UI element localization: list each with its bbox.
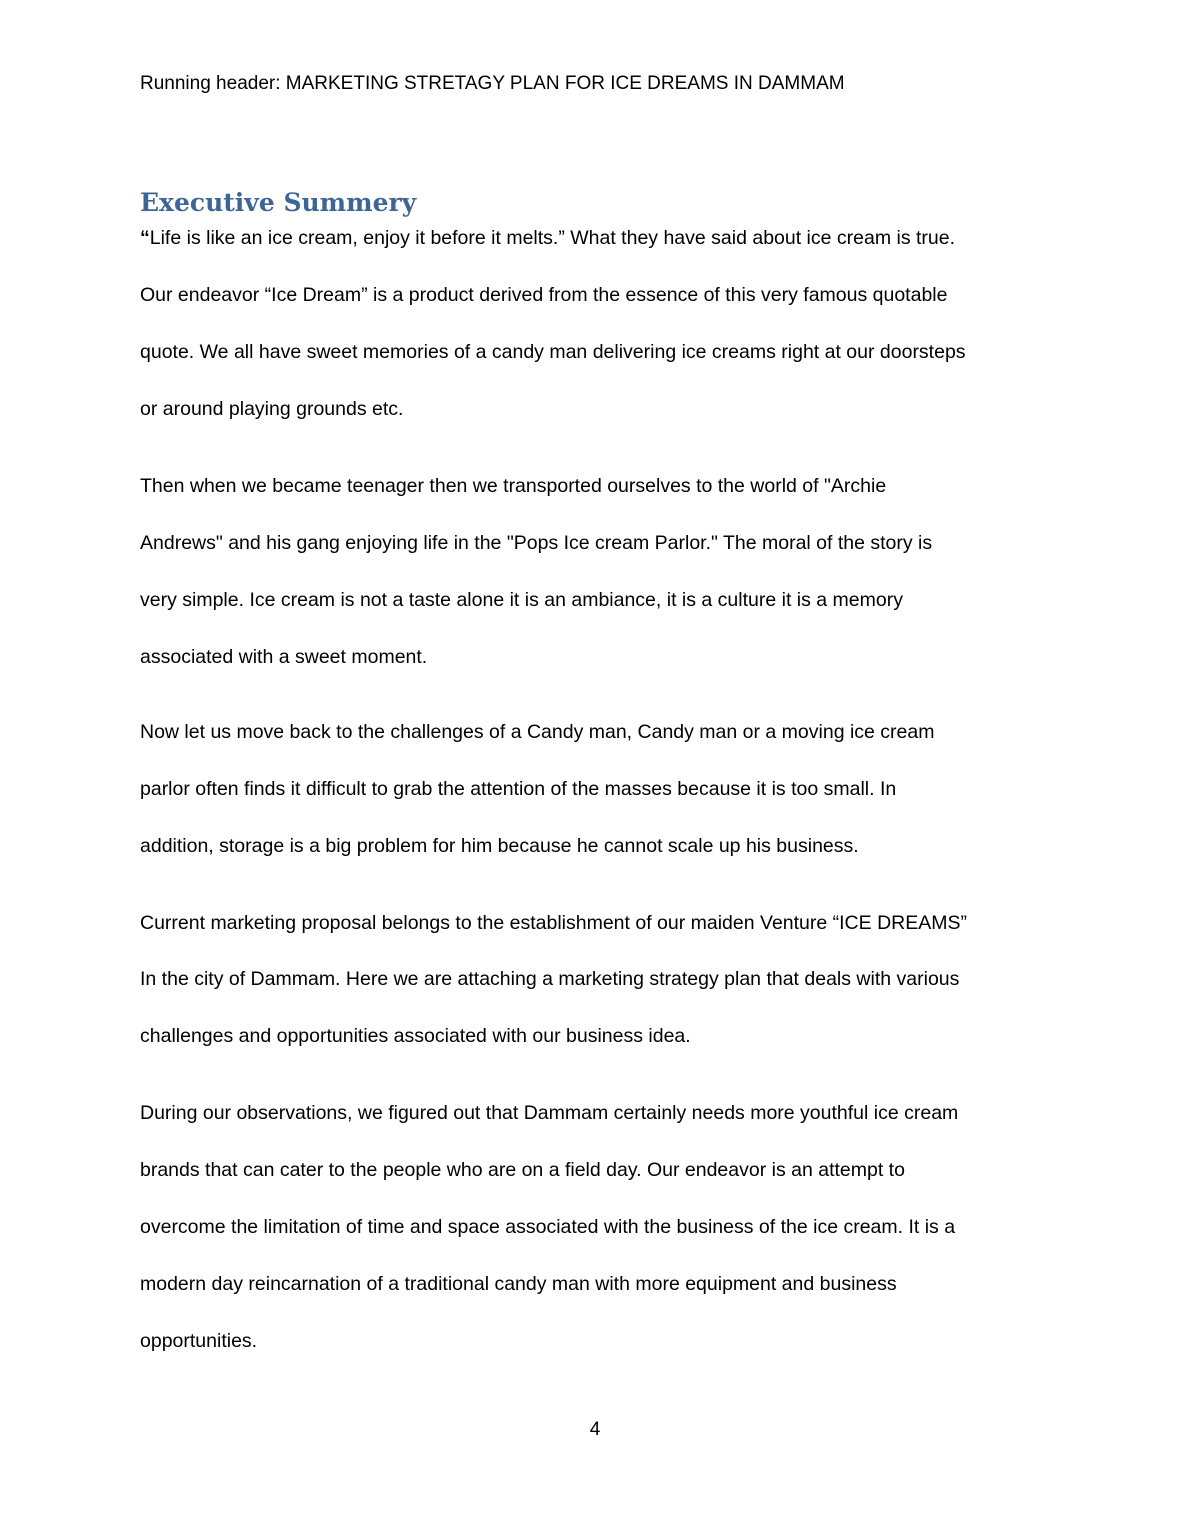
paragraph-line: Current marketing proposal belongs to the establishment of our maiden Venture “ICE DREAMS” (140, 912, 967, 934)
paragraph-line: challenges and opportunities associated with our business idea. (140, 1025, 691, 1047)
paragraph-line: very simple. Ice cream is not a taste alone it is an ambiance, it is a culture it is a memory (140, 589, 903, 611)
paragraph-line: quote. We all have sweet memories of a candy man delivering ice creams right at our doorsteps (140, 341, 966, 363)
paragraph-line: overcome the limitation of time and space associated with the business of the ice cream. It is a (140, 1216, 956, 1238)
opening-quote-mark: “ (140, 227, 150, 249)
line-text: Life is like an ice cream, enjoy it before it melts.” What they have said about ice cream is true. (149, 227, 956, 249)
paragraph-line: or around playing grounds etc. (140, 398, 404, 420)
paragraph-line (140, 223, 955, 253)
paragraph-line: associated with a sweet moment. (140, 646, 428, 668)
paragraph-line: brands that can cater to the people who are on a field day. Our endeavor is an attempt to (140, 1159, 905, 1181)
paragraph-line: Our endeavor “Ice Dream” is a product derived from the essence of this very famous quotable (140, 284, 948, 306)
section-heading: Executive Summery (140, 188, 417, 217)
paragraph-line: opportunities. (140, 1330, 258, 1352)
paragraph-line: During our observations, we figured out that Dammam certainly needs more youthful ice cream (140, 1102, 959, 1124)
paragraph-line: Then when we became teenager then we transported ourselves to the world of "Archie (140, 475, 887, 497)
paragraph-line: Andrews" and his gang enjoying life in the "Pops Ice cream Parlor." The moral of the story is (140, 532, 933, 554)
running-header: Running header: MARKETING STRETAGY PLAN FOR ICE DREAMS IN DAMMAM (140, 73, 845, 94)
page-number: 4 (589, 1419, 601, 1440)
paragraph-line: modern day reincarnation of a traditional candy man with more equipment and business (140, 1273, 897, 1295)
paragraph-line: Now let us move back to the challenges of a Candy man, Candy man or a moving ice cream (140, 721, 935, 743)
paragraph-line: addition, storage is a big problem for him because he cannot scale up his business. (140, 835, 859, 857)
paragraph-line: In the city of Dammam. Here we are attaching a marketing strategy plan that deals with various (140, 968, 960, 990)
paragraph-line: parlor often finds it difficult to grab the attention of the masses because it is too small. In (140, 778, 897, 800)
